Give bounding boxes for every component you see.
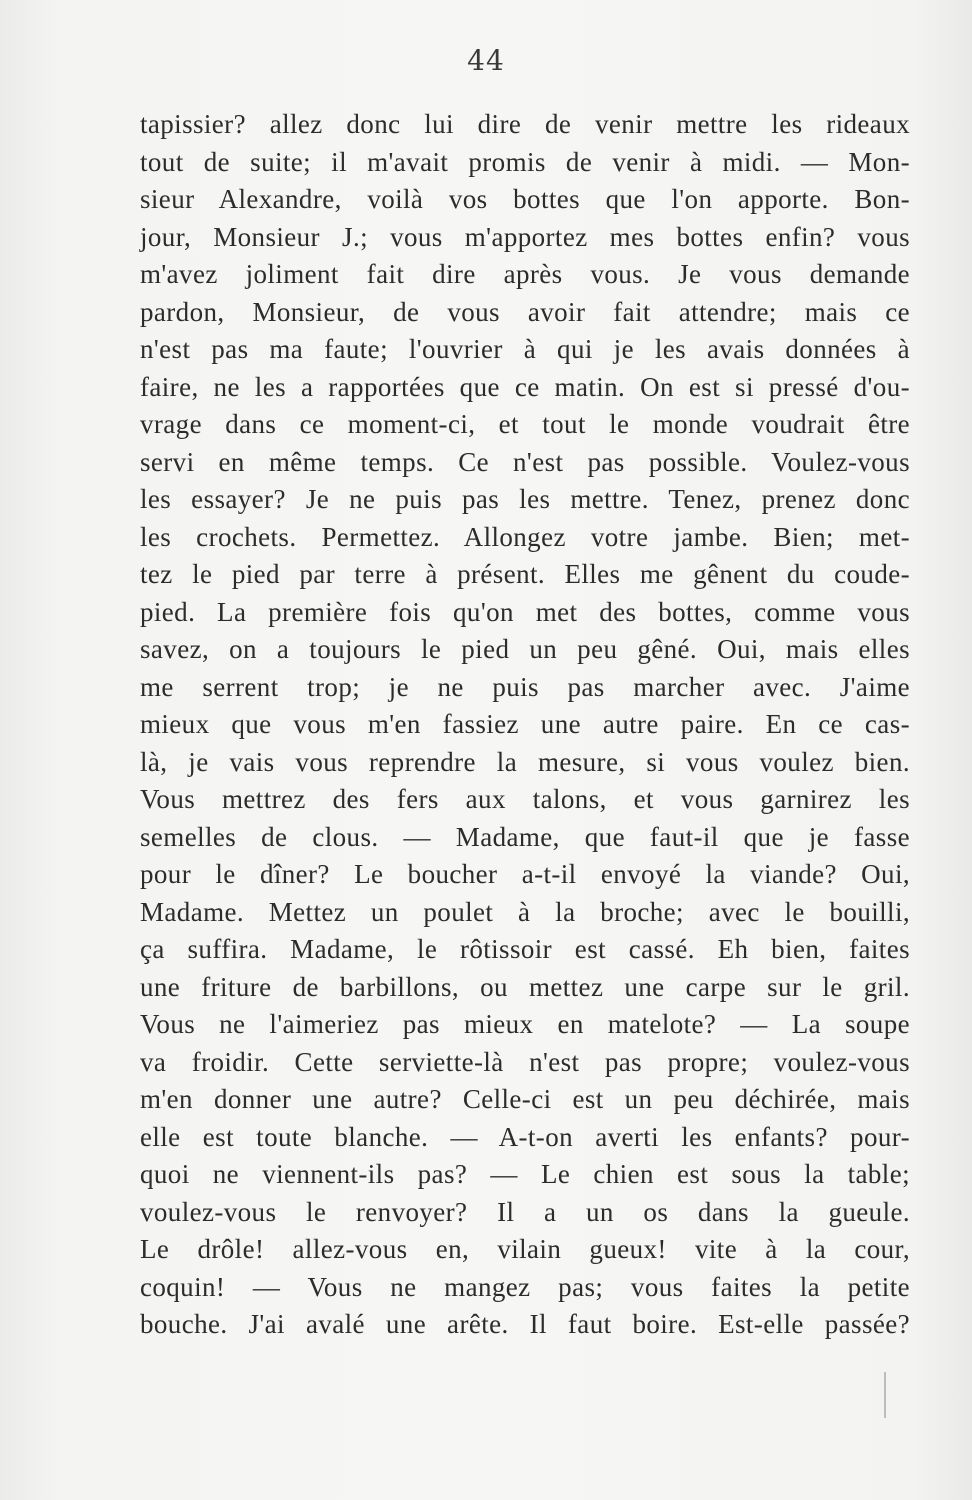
text-line: faire, ne les a rapportées que ce matin. On est si pressé d'ou-: [140, 371, 910, 402]
text-line: les crochets. Permettez. Allongez votre jambe. Bien; met-: [140, 521, 910, 552]
text-line: quoi ne viennent-ils pas? — Le chien est sous la table;: [140, 1159, 910, 1189]
text-line: Vous ne l'aimeriez pas mieux en matelote? — La soupe: [140, 1009, 910, 1039]
text-line: Le drôle! allez-vous en, vilain gueux! vite à la cour,: [140, 1234, 910, 1264]
text-line: tapissier? allez donc lui dire de venir mettre les rideaux: [140, 109, 910, 139]
page-number: 44: [467, 44, 505, 77]
text-line: semelles de clous. — Madame, que faut-il que je fasse: [140, 821, 910, 852]
text-line: n'est pas ma faute; l'ouvrier à qui je les avais données à: [140, 334, 910, 364]
text-line: Madame. Mettez un poulet à la broche; avec le bouilli,: [140, 896, 910, 927]
text-line: servi en même temps. Ce n'est pas possible. Voulez-vous: [140, 446, 910, 477]
text-line: pour le dîner? Le boucher a-t-il envoyé la viande? Oui,: [140, 859, 910, 889]
text-line: tez le pied par terre à présent. Elles me gênent du coude-: [140, 559, 910, 589]
text-line: pardon, Monsieur, de vous avoir fait attendre; mais ce: [140, 296, 910, 327]
text-line: m'avez joliment fait dire après vous. Je vous demande: [140, 259, 910, 289]
text-line: mieux que vous m'en fassiez une autre paire. En ce cas-: [140, 709, 910, 739]
text-line: ça suffira. Madame, le rôtissoir est cassé. Eh bien, faites: [140, 934, 910, 964]
text-line: m'en donner une autre? Celle-ci est un peu déchirée, mais: [140, 1084, 910, 1114]
text-line: va froidir. Cette serviette-là n'est pas propre; voulez-vous: [140, 1046, 910, 1077]
text-line: sieur Alexandre, voilà vos bottes que l'on apporte. Bon-: [140, 184, 910, 214]
text-line: une friture de barbillons, ou mettez une carpe sur le gril.: [140, 971, 910, 1002]
text-line: me serrent trop; je ne puis pas marcher avec. J'aime: [140, 671, 910, 702]
text-line: elle est toute blanche. — A-t-on averti les enfants? pour-: [140, 1121, 910, 1152]
text-line: tout de suite; il m'avait promis de venir à midi. — Mon-: [140, 146, 910, 177]
text-line: là, je vais vous reprendre la mesure, si vous voulez bien.: [140, 746, 910, 777]
text-line: bouche. J'ai avalé une arête. Il faut boire. Est-elle passée?: [140, 1309, 910, 1339]
body-text: [140, 106, 910, 1344]
text-line: Vous mettrez des fers aux talons, et vous garnirez les: [140, 784, 910, 814]
text-line: coquin! — Vous ne mangez pas; vous faites la petite: [140, 1271, 910, 1302]
text-line: savez, on a toujours le pied un peu gêné. Oui, mais elles: [140, 634, 910, 664]
text-line: voulez-vous le renvoyer? Il a un os dans la gueule.: [140, 1196, 910, 1227]
text-line: jour, Monsieur J.; vous m'apportez mes bottes enfin? vous: [140, 221, 910, 252]
text-line: les essayer? Je ne puis pas les mettre. Tenez, prenez donc: [140, 484, 910, 514]
text-line: vrage dans ce moment-ci, et tout le monde voudrait être: [140, 409, 910, 439]
margin-mark: [884, 1372, 886, 1418]
text-line: pied. La première fois qu'on met des bottes, comme vous: [140, 596, 910, 627]
